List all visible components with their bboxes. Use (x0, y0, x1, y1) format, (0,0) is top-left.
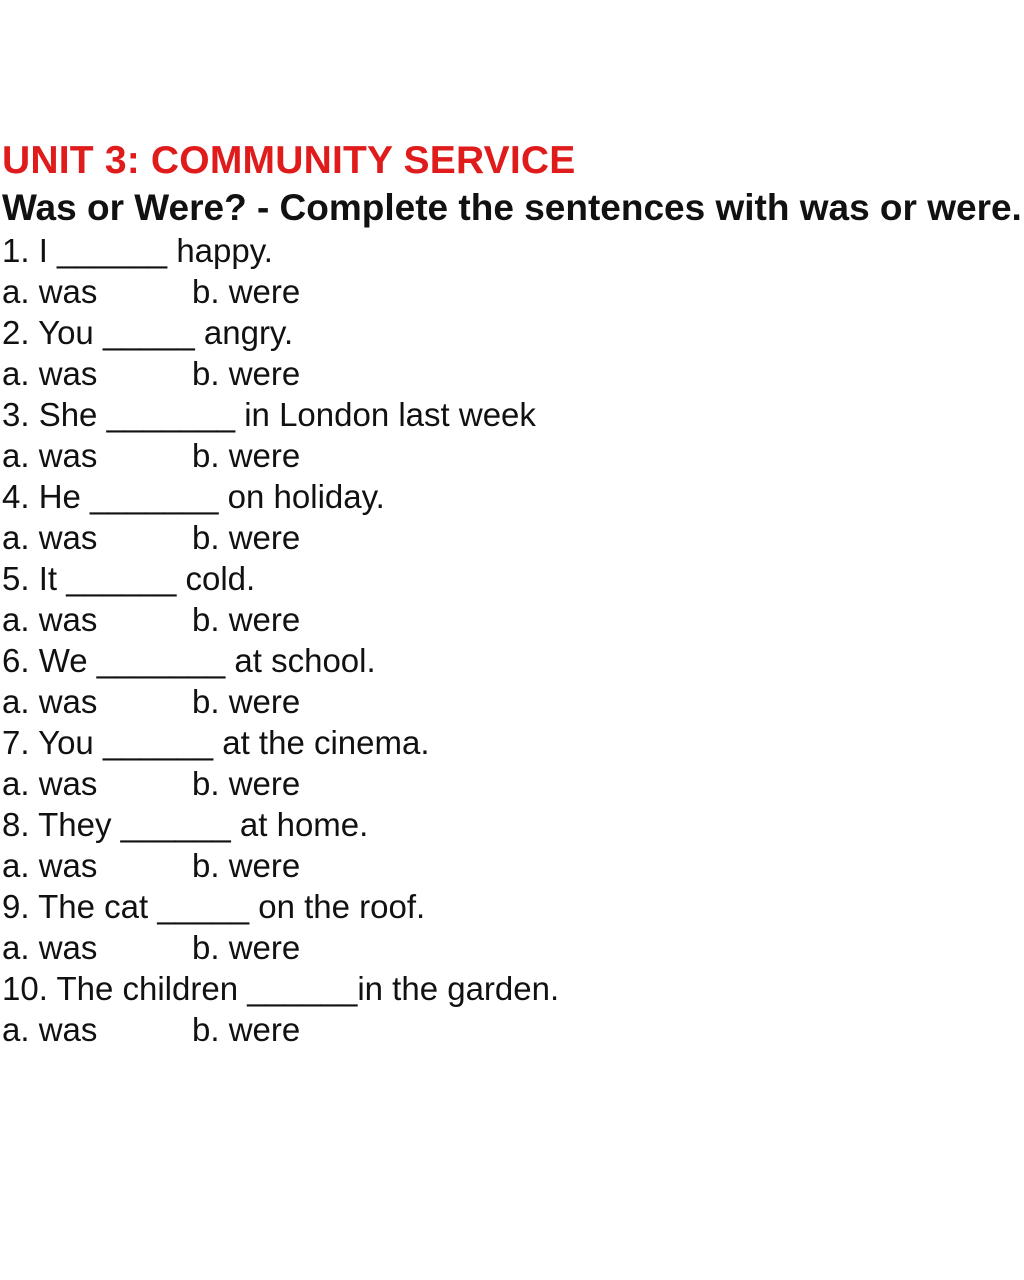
option-b: b. were (192, 929, 301, 966)
options-9 (0, 927, 1024, 968)
options-10 (0, 1009, 1024, 1050)
question-10: 10. The children ______in the garden. (2, 970, 560, 1007)
question-6: 6. We _______ at school. (2, 642, 376, 679)
option-a: a. was (2, 683, 98, 720)
option-a: a. was (2, 929, 98, 966)
options-4 (0, 517, 1024, 558)
option-b: b. were (192, 1011, 301, 1048)
question-8: 8. They ______ at home. (2, 806, 369, 843)
option-a: a. was (2, 437, 98, 474)
option-b: b. were (192, 765, 301, 802)
question-4: 4. He _______ on holiday. (2, 478, 385, 515)
option-a: a. was (2, 601, 98, 638)
question-2: 2. You _____ angry. (2, 314, 294, 351)
options-1 (0, 271, 1024, 312)
options-5 (0, 599, 1024, 640)
options-7 (0, 763, 1024, 804)
option-a: a. was (2, 355, 98, 392)
option-a: a. was (2, 273, 98, 310)
option-a: a. was (2, 847, 98, 884)
option-a: a. was (2, 1011, 98, 1048)
option-a: a. was (2, 765, 98, 802)
option-b: b. were (192, 601, 301, 638)
option-b: b. were (192, 683, 301, 720)
question-list (0, 230, 1024, 1050)
worksheet (0, 138, 1024, 1050)
options-3 (0, 435, 1024, 476)
question-3: 3. She _______ in London last week (2, 396, 536, 433)
option-b: b. were (192, 355, 301, 392)
options-2 (0, 353, 1024, 394)
options-6 (0, 681, 1024, 722)
option-b: b. were (192, 273, 301, 310)
unit-title: UNIT 3: COMMUNITY SERVICE (2, 139, 576, 182)
option-b: b. were (192, 519, 301, 556)
option-a: a. was (2, 519, 98, 556)
option-b: b. were (192, 847, 301, 884)
question-5: 5. It ______ cold. (2, 560, 256, 597)
question-7: 7. You ______ at the cinema. (2, 724, 430, 761)
option-b: b. were (192, 437, 301, 474)
instruction-heading: Was or Were? - Complete the sentences with was or were. (2, 187, 1022, 228)
question-1: 1. I ______ happy. (2, 232, 273, 269)
options-8 (0, 845, 1024, 886)
question-9: 9. The cat _____ on the roof. (2, 888, 426, 925)
